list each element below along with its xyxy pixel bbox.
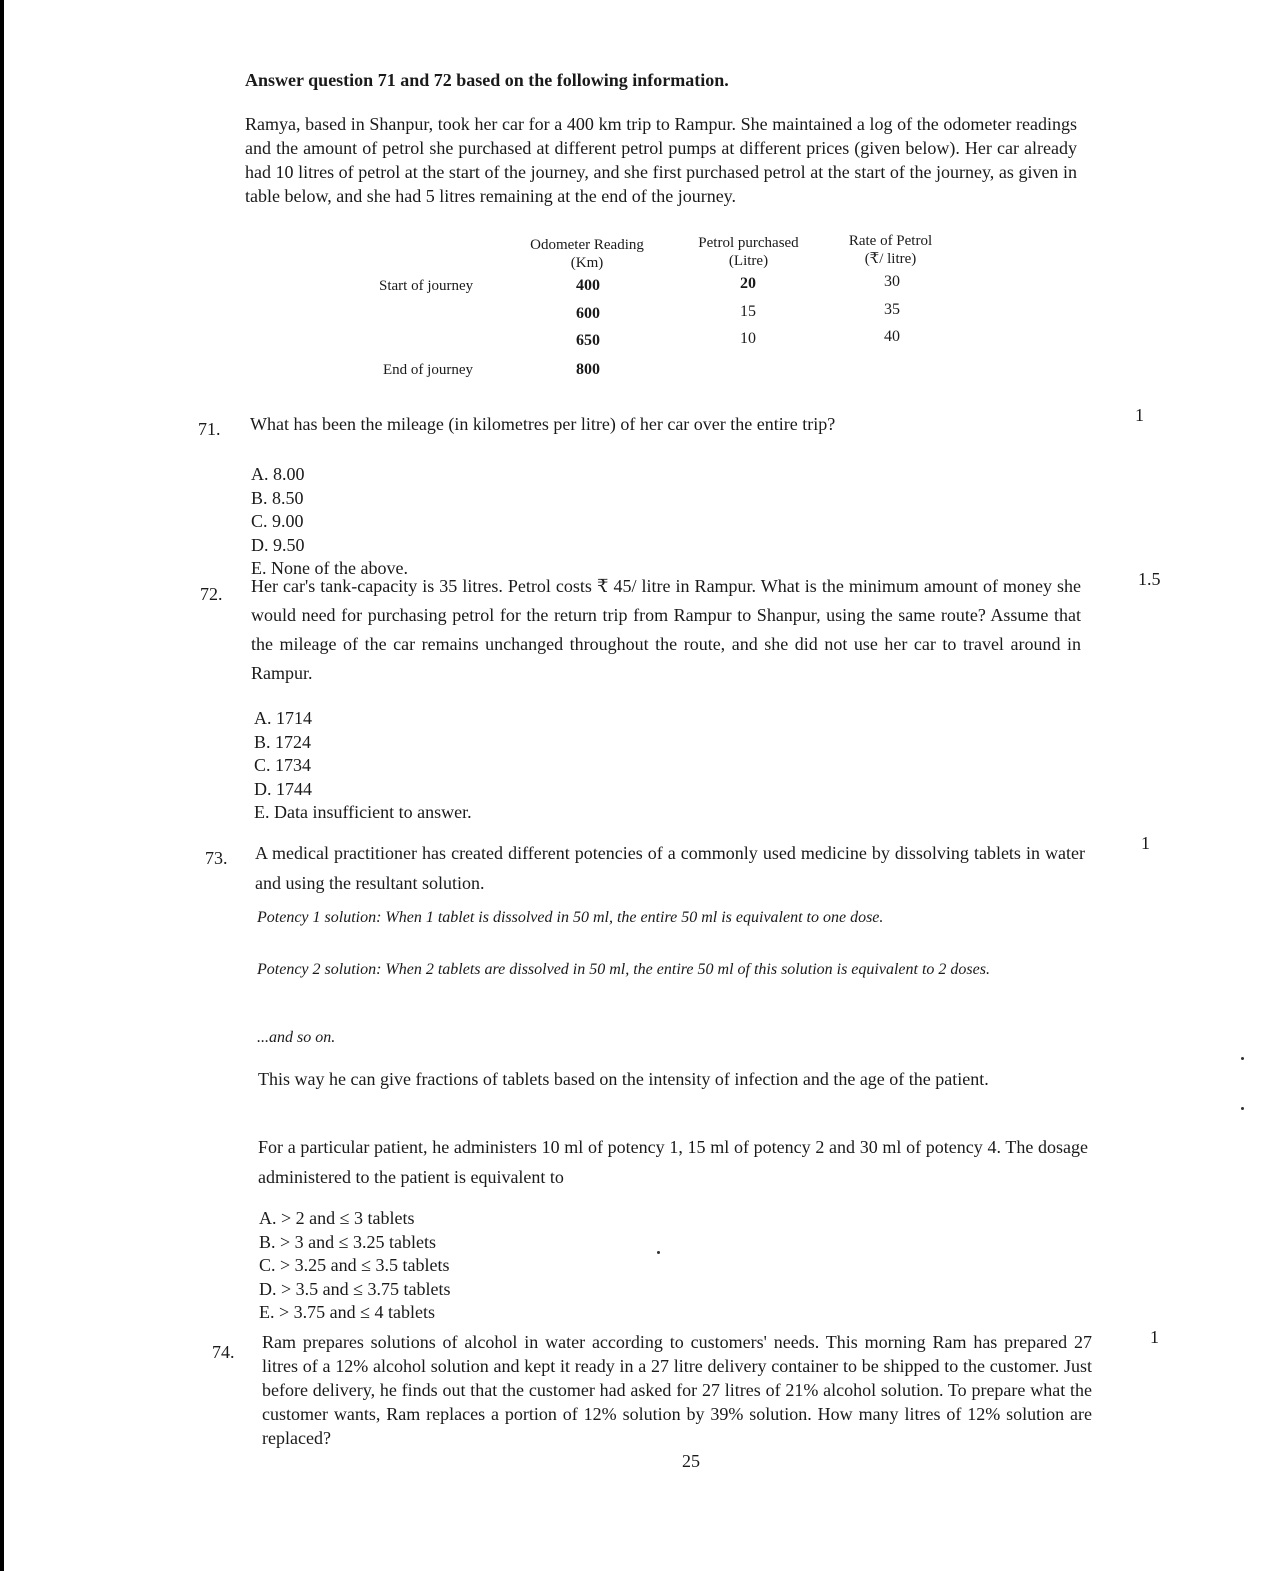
option: B. 8.50 — [251, 487, 304, 508]
col-header-rate — [828, 232, 953, 268]
option: A. 8.00 — [251, 464, 305, 484]
option: C. > 3.25 and ≤ 3.5 tablets — [259, 1255, 450, 1275]
option: D. 1744 — [254, 778, 312, 799]
page-number: 25 — [682, 1451, 700, 1471]
options-list — [259, 1207, 451, 1325]
col-header-petrol — [676, 234, 821, 270]
question-number: 74. — [212, 1342, 235, 1362]
option: D. 9.50 — [251, 534, 305, 555]
col-header-odometer-unit: (Km) — [570, 255, 604, 271]
marks-label: 1 — [1150, 1327, 1159, 1347]
and-so-on-note: ...and so on. — [257, 1029, 336, 1046]
option: A. 1714 — [254, 708, 312, 728]
options-list — [254, 707, 472, 825]
option: D. > 3.5 and ≤ 3.75 tablets — [259, 1278, 451, 1299]
cell-rate: 30 — [884, 273, 900, 290]
row-label-start: Start of journey — [379, 278, 474, 294]
question-text: A medical practitioner has created different potencies of a commonly used medicine by dissolving tablets in water and using the resultant solution. — [255, 843, 1085, 893]
option: A. > 2 and ≤ 3 tablets — [259, 1208, 415, 1228]
option: E. > 3.75 and ≤ 4 tablets — [259, 1302, 436, 1322]
col-header-rate-unit: (₹/ litre) — [864, 251, 917, 267]
option: B. > 3 and ≤ 3.25 tablets — [259, 1231, 437, 1252]
option: E. Data insufficient to answer. — [254, 802, 472, 822]
intro-paragraph: Ramya, based in Shanpur, took her car for a 400 km trip to Rampur. She maintained a log of the odometer readings and the amount of petrol she purchased at different petrol pumps at different prices (given below). Her car already had 10 litres of petrol at the start of the journey, and she first purchased petrol at the start of the journey, as given in table below, and she had 5 litres remaining at the end of the journey. — [245, 114, 1077, 206]
cell-odometer: 600 — [576, 305, 600, 322]
cell-rate: 40 — [884, 328, 900, 345]
potency-2-note: Potency 2 solution: When 2 tablets are dissolved in 50 ml, the entire 50 ml of this solution is equivalent to 2 doses. — [257, 961, 990, 978]
col-header-petrol-unit: (Litre) — [728, 253, 769, 269]
cell-odometer: 800 — [576, 361, 600, 378]
question-text: Her car's tank-capacity is 35 litres. Petrol costs ₹ 45/ litre in Rampur. What is the minimum amount of money she would need for purchasing petrol for the return trip from Rampur to Shanpur, using the same route? Assume that the mileage of the car remains unchanged throughout the route, and she did not use her car to travel around in Rampur. — [251, 576, 1081, 683]
scan-speck — [657, 1251, 660, 1254]
marks-label: 1.5 — [1138, 569, 1161, 589]
options-list — [251, 463, 408, 581]
scan-speck — [1241, 1057, 1244, 1060]
option: C. 9.00 — [251, 511, 304, 531]
explanation-paragraph: This way he can give fractions of tablets based on the intensity of infection and the age of the patient. — [258, 1069, 989, 1089]
col-header-rate-title: Rate of Petrol — [848, 233, 933, 249]
cell-rate: 35 — [884, 301, 900, 318]
cell-odometer: 400 — [576, 277, 600, 294]
question-text: Ram prepares solutions of alcohol in water according to customers' needs. This morning Ram has prepared 27 litres of a 12% alcohol solution and kept it ready in a 27 litre delivery container to be shipped to the customer. Just before delivery, he finds out that the customer had asked for 27 litres of 21% alcohol solution. To prepare what the customer wants, Ram replaces a portion of 12% solution by 39% solution. How many litres of 12% solution are replaced? — [262, 1332, 1092, 1448]
question-number: 72. — [200, 584, 223, 604]
marks-label: 1 — [1135, 405, 1144, 425]
option: B. 1724 — [254, 731, 312, 752]
col-header-odometer-title: Odometer Reading — [530, 237, 644, 253]
cell-petrol: 20 — [740, 275, 756, 292]
question-number: 73. — [205, 848, 228, 868]
potency-1-note: Potency 1 solution: When 1 tablet is dissolved in 50 ml, the entire 50 ml is equivalent to one dose. — [257, 909, 884, 926]
cell-odometer: 650 — [576, 332, 600, 349]
cell-petrol: 10 — [740, 330, 756, 347]
question-number: 71. — [198, 419, 221, 439]
question-text: What has been the mileage (in kilometres per litre) of her car over the entire trip? — [250, 414, 836, 434]
scan-speck — [1241, 1107, 1244, 1110]
scan-edge — [0, 0, 4, 1571]
marks-label: 1 — [1141, 833, 1150, 853]
row-label-end: End of journey — [383, 362, 473, 378]
col-header-odometer — [512, 236, 662, 272]
option: E. None of the above. — [251, 558, 408, 578]
option: C. 1734 — [254, 755, 312, 775]
col-header-petrol-title: Petrol purchased — [698, 235, 799, 251]
dosage-paragraph: For a particular patient, he administers 10 ml of potency 1, 15 ml of potency 2 and 30 ml of potency 4. The dosage administered to the patient is equivalent to — [258, 1137, 1088, 1187]
cell-petrol: 15 — [740, 303, 756, 320]
section-heading: Answer question 71 and 72 based on the following information. — [245, 70, 729, 90]
